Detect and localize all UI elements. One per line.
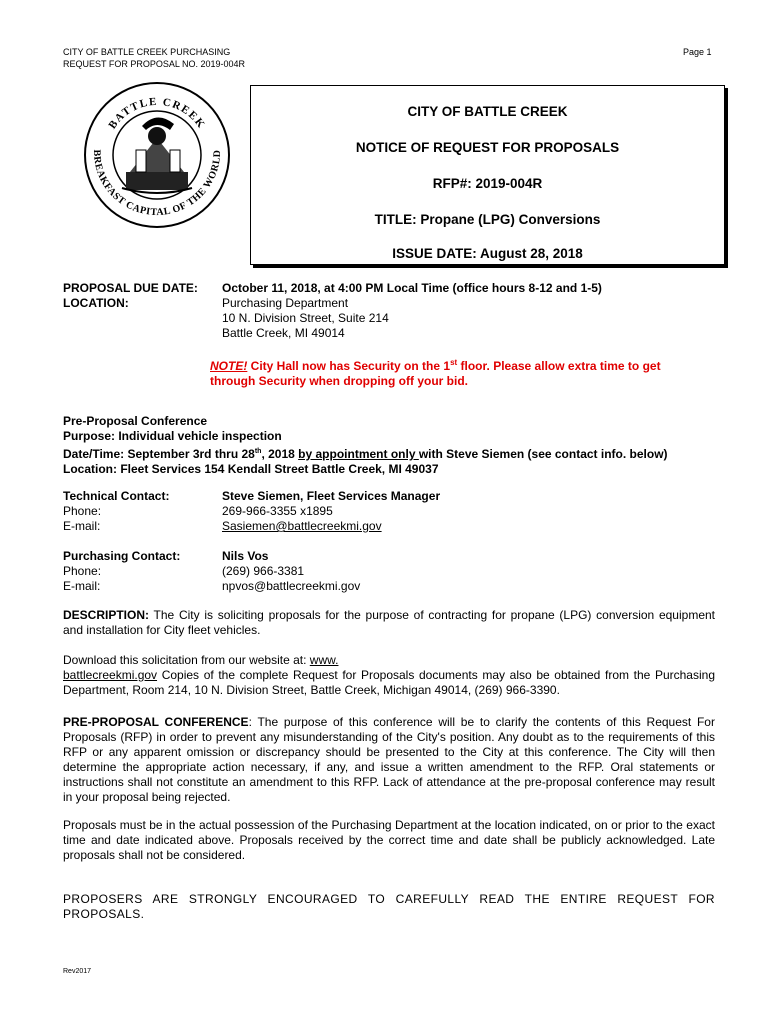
security-note: NOTE! City Hall now has Security on the 1st floor. Please allow extra time to get through Security when dropping off your bid. [210, 358, 661, 388]
preconference-paragraph: PRE-PROPOSAL CONFERENCE: The purpose of this conference will be to clarify the contents of this Request For Proposals (RFP) in order to prevent any misunderstanding of the City's position. Any doubt as to the requirements of this RFP or any apparent omission or discrepancy should be presented to the City at this conference. The City will then determine the appropriate action necessary, if any, and issue a written amendment to the RFP. Oral statements or instructions shall not constitute an amendment to this RFP. Lack of attendance at the pre-proposal conference may result in your proposal being rejected. [63, 715, 715, 804]
purchasing-contact-name: Nils Vos [222, 549, 269, 563]
tech-email-link[interactable]: Sasiemen@battlecreekmi.gov [222, 519, 382, 533]
seal-top-text: BATTLE CREEK [106, 95, 208, 132]
purchasing-phone-label: Phone: [63, 564, 102, 578]
location-label: LOCATION: [63, 296, 129, 310]
title-rfp-number: RFP#: 2019-004R [432, 176, 543, 191]
seal-bottom-text: BREAKFAST CAPITAL OF THE WORLD [90, 149, 224, 219]
possession-paragraph: Proposals must be in the actual possession of the Purchasing Department at the location indicated, on or prior to the exact time and date indicated above. Proposals received by the correct time and date shall be publicly acknowledged. Late proposals shall not be considered. [63, 818, 715, 862]
download-paragraph: Download this solicitation from our website at: www. battlecreekmi.gov Copies of the complete Request for Proposals documents may also be obtained from the Purchasing Department, Room 214, 10 N. Division Street, Battle Creek, Michigan 49014, (269) 966-3390. [63, 653, 715, 697]
header-line-1: CITY OF BATTLE CREEK PURCHASING [63, 47, 231, 57]
location-line-3: Battle Creek, MI 49014 [222, 326, 345, 340]
tech-phone: 269-966-3355 x1895 [222, 504, 333, 518]
website-link-cont[interactable]: battlecreekmi.gov [63, 668, 158, 682]
encourage-paragraph: PROPOSERS ARE STRONGLY ENCOURAGED TO CAREFULLY READ THE ENTIRE REQUEST FOR PROPOSALS. [63, 892, 715, 921]
purchasing-phone: (269) 966-3381 [222, 564, 305, 578]
revision-footer: Rev2017 [63, 968, 92, 975]
tech-contact-name: Steve Siemen, Fleet Services Manager [222, 489, 441, 503]
preconference-location: Location: Fleet Services 154 Kendall Street Battle Creek, MI 49037 [63, 462, 439, 476]
due-date-value: October 11, 2018, at 4:00 PM Local Time (office hours 8-12 and 1-5) [222, 281, 602, 295]
svg-text:BATTLE CREEK [106, 96, 207, 131]
title-box [250, 85, 725, 265]
page-number: Page 1 [683, 47, 712, 57]
location-line-2: 10 N. Division Street, Suite 214 [222, 311, 389, 325]
preconference-datetime: Date/Time: September 3rd thru 28th, 2018 by appointment only with Steve Siemen (see contact info. below) [63, 447, 668, 461]
title-issue-date: ISSUE DATE: August 28, 2018 [392, 246, 583, 261]
purchasing-email: npvos@battlecreekmi.gov [222, 579, 361, 593]
header-line-2: REQUEST FOR PROPOSAL NO. 2019-004R [63, 59, 246, 69]
tech-contact-label: Technical Contact: [63, 489, 170, 503]
seal-illustration-icon [122, 117, 192, 193]
tech-phone-label: Phone: [63, 504, 102, 518]
website-link[interactable]: www. [309, 653, 339, 667]
tech-email-label: E-mail: [63, 519, 101, 533]
note-tag: NOTE! [210, 359, 248, 373]
title-subject: TITLE: Propane (LPG) Conversions [374, 212, 601, 227]
preconference-heading: Pre-Proposal Conference [63, 414, 208, 428]
city-seal-logo [82, 80, 232, 230]
location-line-1: Purchasing Department [222, 296, 349, 310]
title-notice: NOTICE OF REQUEST FOR PROPOSALS [355, 140, 620, 155]
preconference-block [63, 414, 723, 477]
header-block [63, 46, 245, 70]
purchasing-contact-label: Purchasing Contact: [63, 549, 181, 563]
description-paragraph: DESCRIPTION: The City is soliciting proposals for the purpose of contracting for propane (LPG) conversion equipment and installation for City fleet vehicles. [63, 608, 715, 637]
due-date-label: PROPOSAL DUE DATE: [63, 281, 198, 295]
purchasing-email-label: E-mail: [63, 579, 101, 593]
preconference-purpose: Purpose: Individual vehicle inspection [63, 429, 282, 443]
title-city: CITY OF BATTLE CREEK [407, 104, 568, 119]
